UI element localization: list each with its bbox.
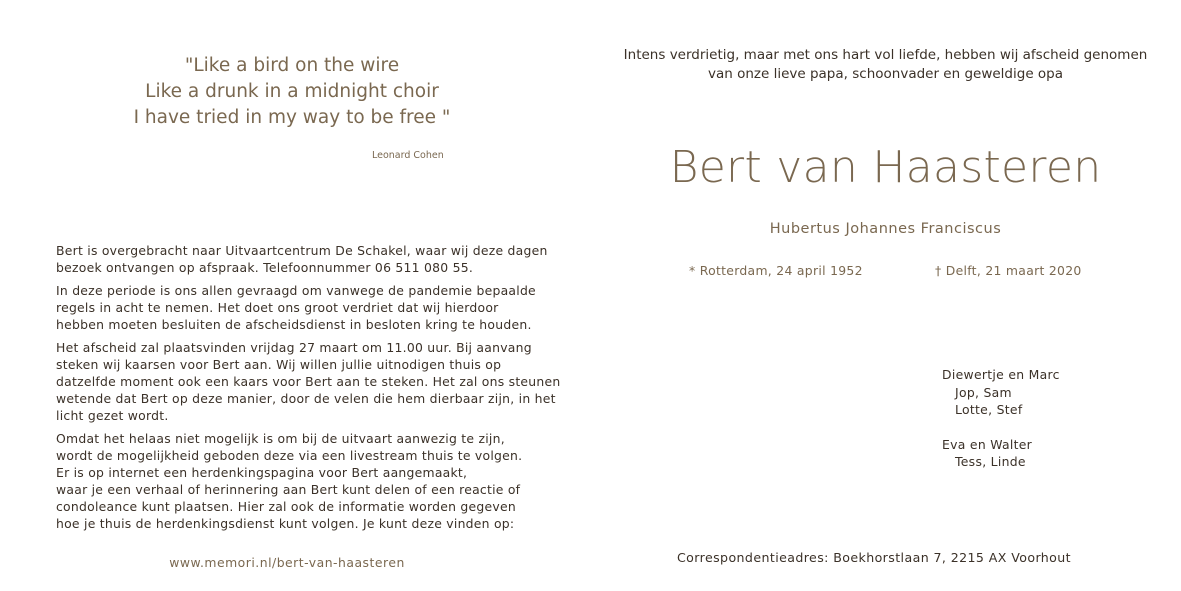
family-list bbox=[942, 366, 1060, 488]
family-group bbox=[942, 366, 1060, 419]
paragraph bbox=[56, 339, 561, 424]
text-line: condoleance kunt plaatsen. Hier zal ook de informatie worden gegeven bbox=[56, 499, 516, 514]
family-children: Tess, Linde bbox=[955, 454, 1026, 469]
family-head: Eva en Walter bbox=[942, 436, 1033, 452]
text-line: Er is op internet een herdenkingspagina voor Bert aangemaakt, bbox=[56, 465, 468, 480]
family-group bbox=[942, 436, 1060, 471]
quote-line: "Like a bird on the wire bbox=[184, 55, 400, 76]
birth-date: * Rotterdam, 24 april 1952 bbox=[689, 263, 863, 278]
family-children: Jop, Sam bbox=[955, 384, 1012, 400]
left-page bbox=[0, 0, 590, 591]
text-line: steken wij kaarsen voor Bert aan. Wij willen jullie uitnodigen thuis op bbox=[56, 357, 502, 372]
quote-line: I have tried in my way to be free " bbox=[133, 107, 451, 128]
correspondence-address: Correspondentieadres: Boekhorstlaan 7, 2215 AX Voorhout bbox=[676, 550, 1072, 565]
paragraph bbox=[56, 282, 556, 333]
text-line: hoe je thuis de herdenkingsdienst kunt volgen. Je kunt deze vinden op: bbox=[56, 516, 515, 531]
deceased-name: Bert van Haasteren bbox=[669, 142, 1102, 193]
text-line: datzelfde moment ook een kaars voor Bert aan te steken. Het zal ons steunen bbox=[56, 374, 561, 389]
text-line: hebben moeten besluiten de afscheidsdienst in besloten kring te houden. bbox=[56, 317, 532, 332]
family-children: Lotte, Stef bbox=[955, 402, 1023, 417]
deceased-full-name: Hubertus Johannes Franciscus bbox=[769, 221, 1002, 237]
right-page bbox=[590, 0, 1181, 591]
text-line: Bert is overgebracht naar Uitvaartcentrum De Schakel, waar wij deze dagen bbox=[56, 243, 548, 258]
text-line: regels in acht te nemen. Het doet ons groot verdriet dat wij hierdoor bbox=[56, 300, 499, 315]
intro-text bbox=[590, 46, 1181, 84]
family-head: Diewertje en Marc bbox=[942, 367, 1060, 382]
text-line: In deze periode is ons allen gevraagd om vanwege de pandemie bepaalde bbox=[56, 283, 536, 298]
text-line: wetende dat Bert op deze manier, door de velen die hem dierbaar zijn, in het bbox=[56, 391, 556, 406]
text-line: Het afscheid zal plaatsvinden vrijdag 27 maart om 11.00 uur. Bij aanvang bbox=[56, 340, 532, 355]
body-text bbox=[56, 242, 561, 538]
quote-author: Leonard Cohen bbox=[372, 150, 444, 161]
death-date: † Delft, 21 maart 2020 bbox=[935, 263, 1082, 278]
paragraph bbox=[56, 242, 556, 276]
text-line: licht gezet wordt. bbox=[56, 408, 169, 423]
text-line: waar je een verhaal of herinnering aan Bert kunt delen of een reactie of bbox=[56, 482, 521, 497]
intro-line: van onze lieve papa, schoonvader en geweldige opa bbox=[707, 66, 1064, 82]
quote-line: Like a drunk in a midnight choir bbox=[145, 81, 439, 102]
text-line: bezoek ontvangen op afspraak. Telefoonnummer 06 511 080 55. bbox=[56, 260, 474, 275]
quote bbox=[0, 53, 584, 131]
intro-line: Intens verdrietig, maar met ons hart vol liefde, hebben wij afscheid genomen bbox=[623, 47, 1148, 63]
text-line: wordt de mogelijkheid geboden deze via een livestream thuis te volgen. bbox=[56, 448, 523, 463]
paragraph bbox=[56, 430, 556, 532]
memorial-website: www.memori.nl/bert-van-haasteren bbox=[169, 555, 405, 570]
text-line: Omdat het helaas niet mogelijk is om bij de uitvaart aanwezig te zijn, bbox=[56, 431, 505, 446]
